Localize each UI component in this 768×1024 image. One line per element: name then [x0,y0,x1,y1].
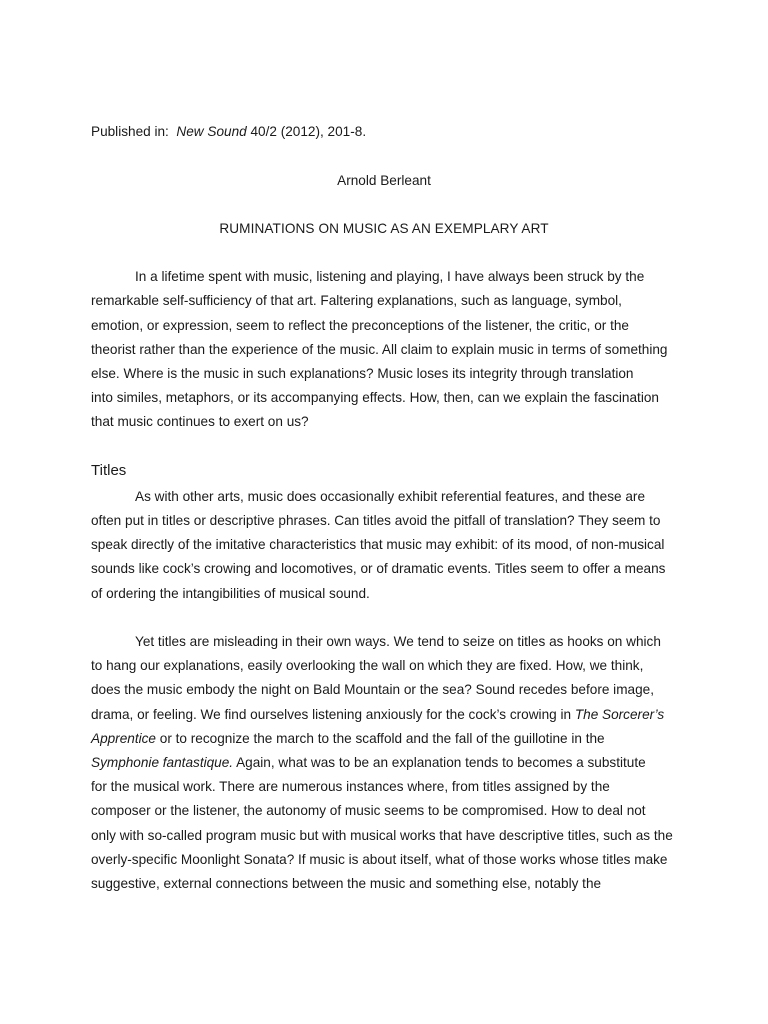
work-title-apprentice: Apprentice [91,731,156,746]
line-text: Again, what was to be an explanation tends to becomes a substitute [233,755,646,770]
paragraph-3-line: overly-specific Moonlight Sonata? If music is about itself, what of those works whose titles make [91,852,668,867]
published-prefix: Published in: [91,124,169,139]
paragraph-3-line: suggestive, external connections between the music and something else, notably the [91,876,602,891]
paragraph-2-line: sounds like cock’s crowing and locomotives, or of dramatic events. Titles seem to offer a means [91,561,666,576]
document-title: RUMINATIONS ON MUSIC AS AN EXEMPLARY ART [219,221,549,236]
work-title-sorcerers: The Sorcerer’s [574,707,665,722]
paragraph-3-line: for the musical work. There are numerous instances where, from titles assigned by the [91,779,610,794]
line-text: or to recognize the march to the scaffold and the fall of the guillotine in the [156,731,605,746]
paragraph-3-line [91,753,646,773]
paragraph-3-line: to hang our explanations, easily overlooking the wall on which they are fixed. How, we think, [91,658,644,673]
paragraph-2-line: of ordering the intangibilities of musical sound. [91,586,370,601]
paragraph-2-line: often put in titles or descriptive phrases. Can titles avoid the pitfall of translation? They seem to [91,513,661,528]
paragraph-1-line: remarkable self-sufficiency of that art. Faltering explanations, such as language, symbol, [91,293,622,308]
paragraph-1-line: else. Where is the music in such explanations? Music loses its integrity through translation [91,366,634,381]
author-name: Arnold Berleant [337,173,431,188]
paragraph-1-line: into similes, metaphors, or its accompanying effects. How, then, can we explain the fascination [91,390,659,405]
paragraph-3-line: does the music embody the night on Bald Mountain or the sea? Sound recedes before image, [91,682,654,697]
citation-details: 40/2 (2012), 201-8. [250,124,367,139]
paragraph-1-line: In a lifetime spent with music, listening and playing, I have always been struck by the [135,269,645,284]
paragraph-1-line: emotion, or expression, seem to reflect the preconceptions of the listener, the critic, or the [91,318,629,333]
paragraph-2-line: As with other arts, music does occasionally exhibit referential features, and these are [135,489,646,504]
paragraph-3-line: only with so-called program music but with musical works that have descriptive titles, such as the [91,828,673,843]
paragraph-3-line: composer or the listener, the autonomy of music seems to be compromised. How to deal not [91,803,646,818]
publication-info [91,122,366,142]
paragraph-3-line [91,705,664,725]
paragraph-3-line: Yet titles are misleading in their own ways. We tend to seize on titles as hooks on which [135,634,661,649]
paragraph-2-line: speak directly of the imitative characteristics that music may exhibit: of its mood, of non-musical [91,537,665,552]
section-heading-titles: Titles [91,462,127,479]
paragraph-3-line [91,729,605,749]
journal-name: New Sound [176,124,247,139]
line-text: drama, or feeling. We find ourselves listening anxiously for the cock’s crowing in [91,707,575,722]
work-title-symphonie: Symphonie fantastique. [91,755,234,770]
paragraph-1-line: that music continues to exert on us? [91,414,309,429]
paragraph-1-line: theorist rather than the experience of the music. All claim to explain music in terms of something [91,342,668,357]
